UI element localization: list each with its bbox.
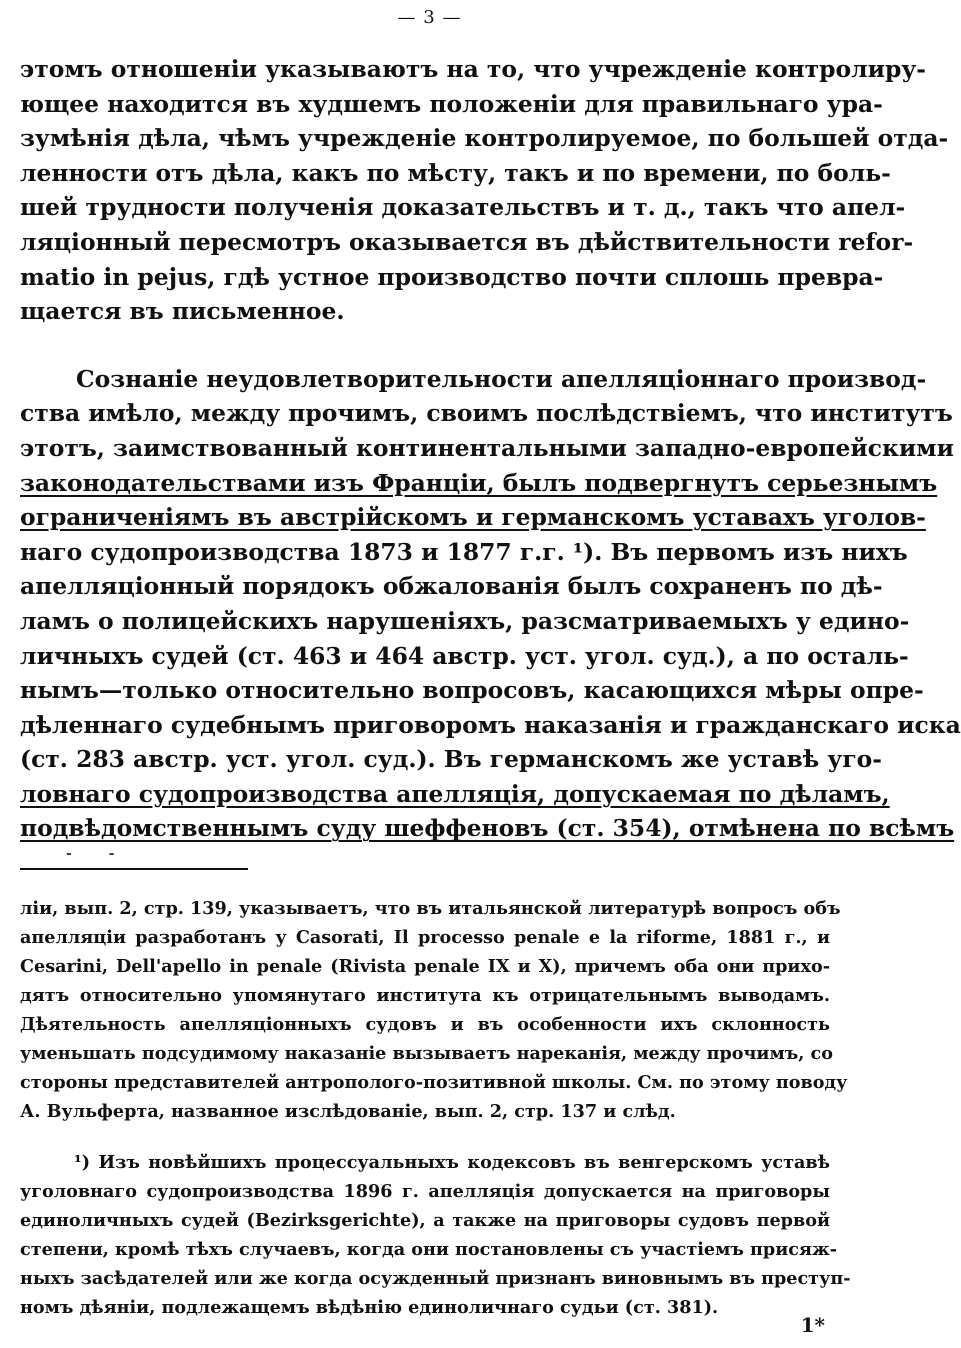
footnote-line: Дѣятельность апелляціонныхъ судовъ и въ особенности ихъ склонность bbox=[20, 1014, 830, 1035]
text-line: наго судопроизводства 1873 и 1877 г.г. ¹). Въ первомъ изъ нихъ bbox=[20, 537, 908, 566]
footnote-gap bbox=[20, 1126, 830, 1148]
text-line: нымъ—только относительно вопросовъ, касающихся мѣры опре- bbox=[20, 676, 924, 705]
text-line: этомъ отношеніи указываютъ на то, что учрежденіе контролиру- bbox=[20, 55, 926, 83]
text-line: matio in pejus, гдѣ устное производство почти сплошь превра- bbox=[20, 262, 884, 291]
footnote-line: уменьшать подсудимому наказаніе вызываетъ нареканія, между прочимъ, со bbox=[20, 1043, 833, 1064]
text-line: апелляціонный порядокъ обжалованія былъ сохраненъ по дѣ- bbox=[20, 572, 883, 601]
printer-signature-mark: 1* bbox=[800, 1313, 825, 1337]
text-line: этотъ, заимствованный континентальными западно-европейскими bbox=[20, 433, 954, 462]
text-line: (ст. 283 австр. уст. угол. суд.). Въ германскомъ же уставѣ уго- bbox=[20, 745, 882, 774]
text-line: ленности отъ дѣла, какъ по мѣсту, такъ и по времени, по боль- bbox=[20, 158, 891, 187]
footnote-line: Cesarini, Dell'apello in penale (Rivista penale IX и X), причемъ оба они прихо- bbox=[20, 956, 830, 977]
footnote-continued bbox=[20, 894, 848, 1126]
paragraph-continuation bbox=[20, 52, 949, 329]
stray-pencil-marks: - - bbox=[66, 846, 131, 862]
page-number: — 3 — bbox=[397, 7, 462, 28]
footnote-line: ліи, вып. 2, стр. 139, указываетъ, что въ итальянской литературѣ вопросъ объ bbox=[20, 898, 841, 919]
footnote-line: уголовнаго судопроизводства 1896 г. апелляція допускается на приговоры bbox=[20, 1181, 830, 1202]
text-line: ламъ о полицейскихъ нарушеніяхъ, разсматриваемыхъ у едино- bbox=[20, 606, 910, 635]
text-line: зумѣнія дѣла, чѣмъ учрежденіе контролируемое, по большей отда- bbox=[20, 124, 949, 153]
text-line: личныхъ судей (ст. 463 и 464 австр. уст. угол. суд.), а по осталь- bbox=[20, 641, 909, 670]
footnote-rule bbox=[20, 868, 248, 870]
paragraph-appellate-limits bbox=[20, 362, 961, 846]
text-line-underlined: законодательствами изъ Франціи, былъ подвергнутъ серьезнымъ bbox=[20, 468, 938, 497]
footnote-line: единоличныхъ судей (Bezirksgerichte), а также на приговоры судовъ первой bbox=[20, 1210, 830, 1231]
main-text bbox=[20, 52, 961, 846]
footnotes bbox=[20, 894, 851, 1322]
text-line: ства имѣло, между прочимъ, своимъ послѣдствіемъ, что институтъ bbox=[20, 399, 953, 428]
text-line-underlined: ограниченіямъ въ австрійскомъ и германскомъ уставахъ уголов- bbox=[20, 503, 926, 532]
text-line: щается въ письменное. bbox=[20, 297, 345, 326]
text-line: Сознаніе неудовлетворительности апелляціоннаго производ- bbox=[76, 364, 927, 393]
text-line: дѣленнаго судебнымъ приговоромъ наказанія и гражданскаго иска bbox=[20, 710, 961, 739]
footnote-line: А. Вульферта, названное изслѣдованіе, вып. 2, стр. 137 и слѣд. bbox=[20, 1101, 676, 1122]
text-line-underlined: подвѣдомственнымъ суду шеффеновъ (ст. 354), отмѣнена по всѣмъ bbox=[20, 814, 955, 843]
text-line: шей трудности полученія доказательствъ и т. д., такъ что апел- bbox=[20, 193, 906, 222]
footnote-line: номъ дѣяніи, подлежащемъ вѣдѣнію единоличнаго судьи (ст. 381). bbox=[20, 1297, 719, 1318]
text-line: ляціонный пересмотръ оказывается въ дѣйствительности refor- bbox=[20, 227, 914, 256]
text-line-underlined: ловнаго судопроизводства апелляція, допускаемая по дѣламъ, bbox=[20, 779, 890, 808]
footnote-line: стороны представителей антрополого-позитивной школы. См. по этому поводу bbox=[20, 1072, 848, 1093]
paragraph-gap bbox=[20, 329, 840, 362]
footnote-line: апелляціи разработанъ у Casorati, Il processo penale e la riforme, 1881 г., и bbox=[20, 927, 830, 948]
footnote-line: степени, кромѣ тѣхъ случаевъ, когда они постановлены съ участіемъ присяж- bbox=[20, 1239, 838, 1260]
footnote-line: ныхъ засѣдателей или же когда осужденный признанъ виновнымъ въ преступ- bbox=[20, 1268, 851, 1289]
footnote-line: ¹) Изъ новѣйшихъ процессуальныхъ кодексовъ въ венгерскомъ уставѣ bbox=[74, 1152, 830, 1173]
footnote-1 bbox=[20, 1148, 851, 1322]
footnote-line: дятъ относительно упомянутаго института къ отрицательнымъ выводамъ. bbox=[20, 985, 830, 1006]
text-line: ющее находится въ худшемъ положеніи для правильнаго ура- bbox=[20, 89, 883, 118]
